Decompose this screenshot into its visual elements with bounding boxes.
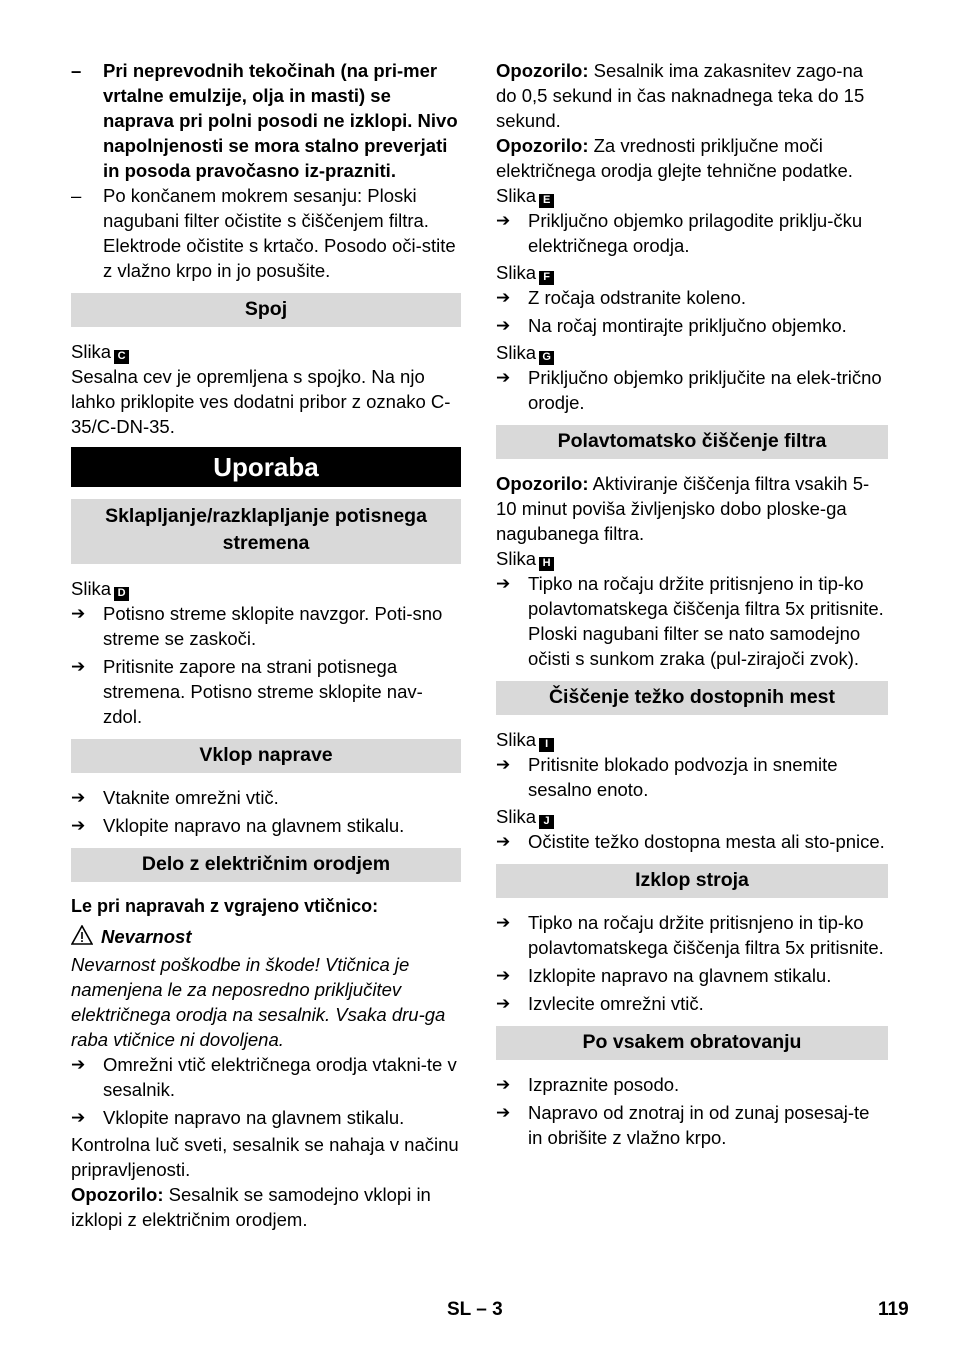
step: ➔ Napravo od znotraj in od zunaj posesaj-te in obrišite z vlažno krpo.: [496, 1102, 870, 1148]
heading-ciscenje: Čiščenje težko dostopnih mest: [496, 681, 888, 715]
arrow-icon: ➔: [496, 368, 511, 387]
figure-letter: E: [539, 194, 554, 208]
figure-letter: J: [539, 815, 554, 829]
figure-ref: Slika G: [496, 340, 888, 365]
heading-vklop: Vklop naprave: [71, 739, 461, 773]
figure-ref: Slika J: [496, 804, 888, 829]
bullet-after-wet: – Po končanem mokrem sesanju: Ploski nagubani filter očistite s čiščenjem filtra. Elektrode očistite s krtačo. Posodo oči-stite z vlažno krpo in jo posušite.: [71, 185, 456, 281]
heading-sklapljanje: Sklapljanje/razklapljanje potisnega stremena: [71, 499, 461, 564]
figure-letter: I: [539, 738, 554, 752]
heading-izklop: Izklop stroja: [496, 864, 888, 898]
left-column: [71, 58, 461, 1232]
arrow-icon: ➔: [496, 966, 511, 985]
delo-note: Opozorilo: Sesalnik se samodejno vklopi in izklopi z električnim orodjem.: [71, 1184, 431, 1230]
arrow-icon: ➔: [71, 816, 86, 835]
step: ➔ Priključno objemko prilagodite priklju-čku električnega orodja.: [496, 210, 863, 256]
danger-text: Nevarnost poškodbe in škode! Vtičnica je namenjena le za neposredno priključitev električnega orodja na sesalnik. Vsaka dru-ga raba vtičnice ni dovoljena.: [71, 954, 446, 1050]
step: ➔ Vtaknite omrežni vtič.: [71, 787, 279, 808]
arrow-icon: ➔: [71, 788, 86, 807]
figure-letter: C: [114, 350, 129, 364]
step: ➔ Izklopite napravo na glavnem stikalu.: [496, 965, 832, 986]
step: ➔ Vklopite napravo na glavnem stikalu.: [71, 815, 405, 836]
arrow-icon: ➔: [71, 1055, 86, 1074]
figure-ref: Slika C: [71, 339, 461, 364]
step: ➔ Vklopite napravo na glavnem stikalu.: [71, 1107, 405, 1128]
right-column: [496, 58, 888, 1150]
step: ➔ Tipko na ročaju držite pritisnjeno in tip-ko polavtomatskega čiščenja filtra 5x pritisnite.: [496, 912, 884, 958]
step: ➔ Izpraznite posodo.: [496, 1074, 680, 1095]
arrow-icon: ➔: [496, 211, 511, 230]
step: ➔ Pritisnite blokado podvozja in snemite sesalno enoto.: [496, 754, 838, 800]
arrow-icon: ➔: [496, 288, 511, 307]
note-delay: Opozorilo: Sesalnik ima zakasnitev zago-na do 0,5 sekund in čas naknadnega teka do 15 sekund.: [496, 60, 865, 131]
delo-lead: Le pri napravah z vgrajeno vtičnico:: [71, 896, 379, 916]
step: ➔ Pritisnite zapore na strani potisnega stremena. Potisno streme sklopite nav-zdol.: [71, 656, 423, 727]
step: ➔ Z ročaja odstranite koleno.: [496, 287, 747, 308]
footer-language: SL – 3: [447, 1299, 503, 1320]
warning-icon: [71, 925, 93, 945]
heading-spoj: Spoj: [71, 293, 461, 327]
pol-note: Opozorilo: Aktiviranje čiščenja filtra vsakih 5-10 minut poviša življenjsko dobo ploske-ga nagubanega filtra.: [496, 473, 870, 544]
heading-po-vsakem: Po vsakem obratovanju: [496, 1026, 888, 1060]
arrow-icon: ➔: [496, 994, 511, 1013]
arrow-icon: ➔: [496, 832, 511, 851]
step: ➔ Izvlecite omrežni vtič.: [496, 993, 704, 1014]
heading-uporaba: Uporaba: [71, 447, 461, 487]
arrow-icon: ➔: [71, 1108, 86, 1127]
step: ➔ Omrežni vtič električnega orodja vtakni-te v sesalnik.: [71, 1054, 457, 1100]
figure-letter: F: [539, 271, 554, 285]
page-number: 119: [878, 1299, 909, 1320]
arrow-icon: ➔: [496, 1103, 511, 1122]
arrow-icon: ➔: [496, 755, 511, 774]
figure-letter: D: [114, 587, 129, 601]
figure-ref: Slika D: [71, 576, 461, 601]
arrow-icon: ➔: [496, 316, 511, 335]
figure-ref: Slika I: [496, 727, 888, 752]
figure-ref: Slika E: [496, 183, 888, 208]
bullet-nonconductive: – Pri neprevodnih tekočinah (na pri-mer vrtalne emulzije, olja in masti) se naprava pri polni posodi ne izklopi. Nivo napolnjenosti se mora stalno preverjati in posoda pravočasno iz-prazniti.: [71, 60, 458, 181]
danger-label: Nevarnost: [71, 924, 461, 949]
figure-ref: Slika H: [496, 546, 888, 571]
figure-ref: Slika F: [496, 260, 888, 285]
arrow-icon: ➔: [496, 1075, 511, 1094]
step: ➔ Tipko na ročaju držite pritisnjeno in tip-ko polavtomatskega čiščenja filtra 5x pritisnite. Ploski nagubani filter se nato samodejno očisti s sunkom zraka (pul-zirajoči zvok).: [496, 573, 884, 669]
delo-text: Kontrolna luč sveti, sesalnik se nahaja v načinu pripravljenosti.: [71, 1134, 459, 1180]
arrow-icon: ➔: [71, 604, 86, 623]
step: ➔ Potisno streme sklopite navzgor. Poti-sno streme se zaskoči.: [71, 603, 443, 649]
spoj-text: Sesalna cev je opremljena s spojko. Na njo lahko priklopite ves dodatni pribor z oznako C-35/C-DN-35.: [71, 366, 451, 437]
heading-delo: Delo z električnim orodjem: [71, 848, 461, 882]
arrow-icon: ➔: [71, 657, 86, 676]
arrow-icon: ➔: [496, 913, 511, 932]
step: ➔ Priključno objemko priključite na elek-trično orodje.: [496, 367, 882, 413]
note-power: Opozorilo: Za vrednosti priključne moči električnega orodja glejte tehnične podatke.: [496, 135, 853, 181]
figure-letter: H: [539, 557, 554, 571]
arrow-icon: ➔: [496, 574, 511, 593]
step: ➔ Očistite težko dostopna mesta ali sto-pnice.: [496, 831, 885, 852]
heading-polavtomatsko: Polavtomatsko čiščenje filtra: [496, 425, 888, 459]
figure-letter: G: [539, 351, 554, 365]
step: ➔ Na ročaj montirajte priključno objemko.: [496, 315, 847, 336]
